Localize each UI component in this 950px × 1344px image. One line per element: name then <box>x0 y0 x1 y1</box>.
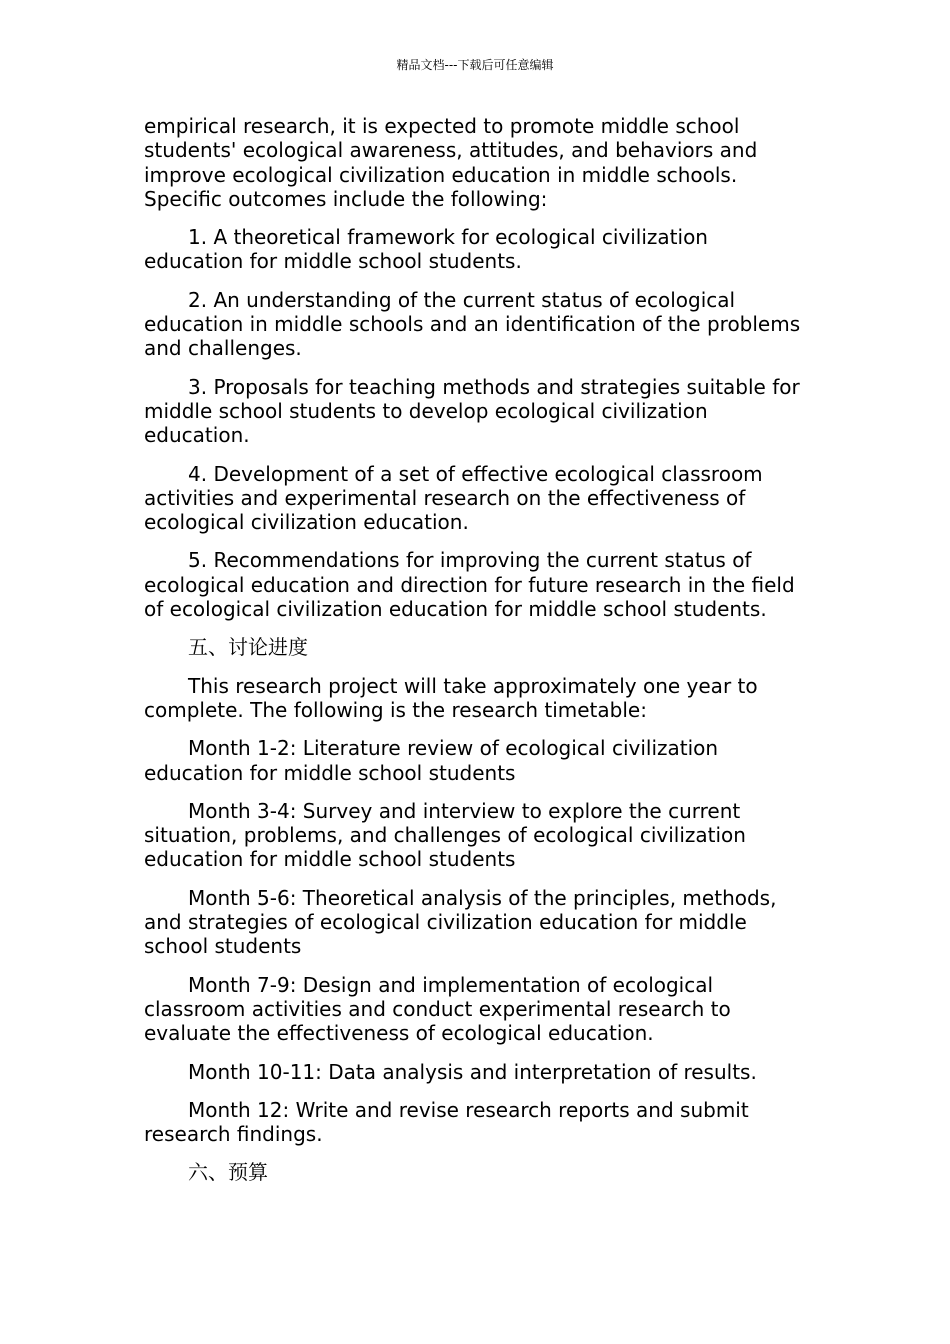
timetable-item-5: Month 10-11: Data analysis and interpretation of results. <box>188 1059 757 1084</box>
intro-paragraph: empirical research, it is expected to promote middle school students' ecological awareness, attitudes, and behaviors and improve ecological civilization education in middle schools. Specific outcomes include the following: <box>144 114 758 211</box>
outcome-item-5: 5. Recommendations for improving the current status of ecological education and direction for future research in the field of ecological civilization education for middle school students. <box>144 548 795 622</box>
outcome-item-4: 4. Development of a set of effective ecological classroom activities and experimental research on the effectiveness of ecological civilization education. <box>144 461 763 535</box>
document-body <box>144 114 806 1199</box>
page-header: 精品文档---下载后可任意编辑 <box>396 58 554 72</box>
outcome-item-1: 1. A theoretical framework for ecological civilization education for middle school students. <box>144 225 708 274</box>
timetable-item-1: Month 1-2: Literature review of ecological civilization education for middle school students <box>144 736 719 785</box>
timetable-item-6: Month 12: Write and revise research reports and submit research findings. <box>144 1097 749 1147</box>
timetable-item-4: Month 7-9: Design and implementation of ecological classroom activities and conduct experimental research to evaluate the effectiveness of ecological education. <box>144 972 731 1046</box>
outcome-item-2: 2. An understanding of the current status of ecological education in middle schools and an identification of the problems and challenges. <box>144 287 801 361</box>
timetable-item-2: Month 3-4: Survey and interview to explore the current situation, problems, and challenges of ecological civilization education for middle school students <box>144 798 746 872</box>
outcome-item-3: 3. Proposals for teaching methods and strategies suitable for middle school students to develop ecological civilization education. <box>144 374 800 448</box>
section-heading-progress: 五、讨论进度 <box>188 635 308 660</box>
timetable-intro: This research project will take approximately one year to complete. The following is the research timetable: <box>144 673 758 722</box>
timetable-item-3: Month 5-6: Theoretical analysis of the principles, methods, and strategies of ecological civilization education for middle school students <box>144 885 777 959</box>
section-heading-budget: 六、预算 <box>188 1160 268 1185</box>
